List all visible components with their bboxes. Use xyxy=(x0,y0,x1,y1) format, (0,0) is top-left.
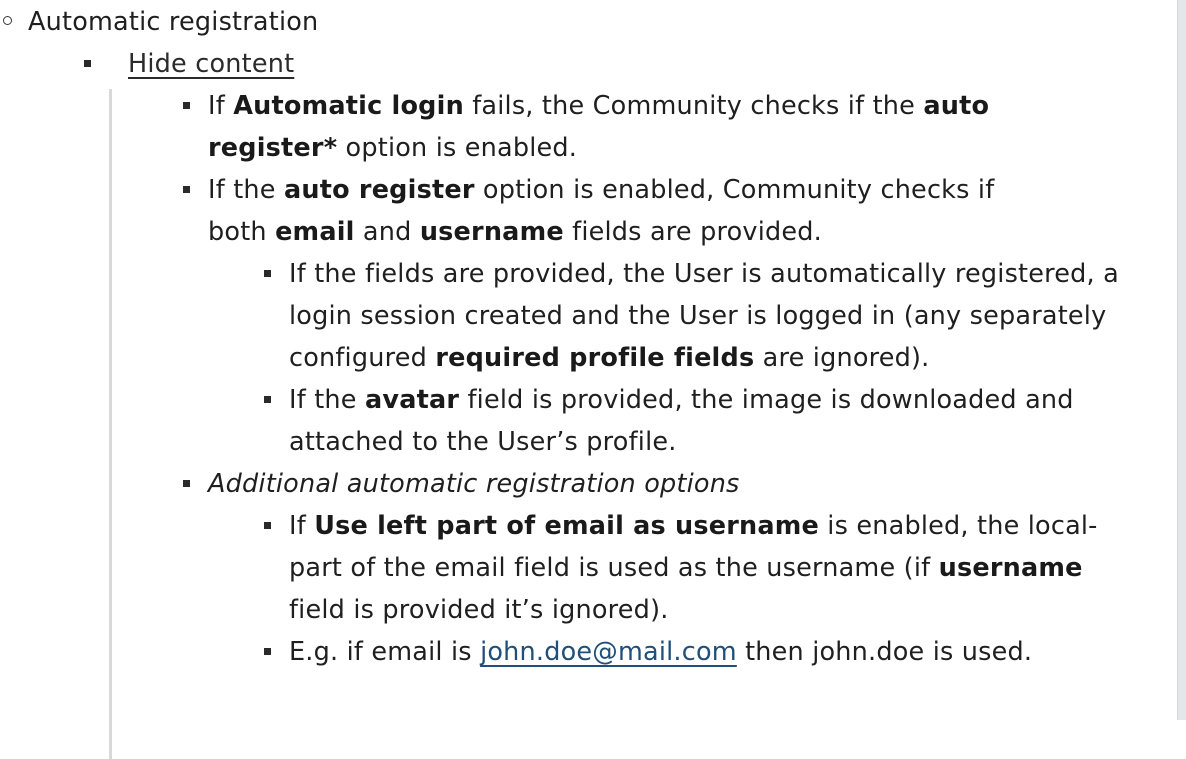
bold-text: auto register* xyxy=(208,91,990,163)
list-item-left-part-email xyxy=(208,505,1119,631)
list-item-additional-options xyxy=(128,463,1098,673)
list-item-automatic-registration xyxy=(0,1,1160,673)
bold-text: username xyxy=(938,553,1083,583)
text: option is enabled, Community checks if both xyxy=(208,175,995,247)
text: option is enabled. xyxy=(337,133,578,163)
text: field is provided it’s ignored). xyxy=(289,595,669,625)
circle-bullet-icon xyxy=(3,16,12,25)
sub-list xyxy=(208,505,1098,673)
text: and xyxy=(354,217,420,247)
square-bullet-icon xyxy=(264,396,271,403)
list-item-toggle xyxy=(28,43,1160,673)
bold-text: username xyxy=(419,217,564,247)
email-link[interactable]: john.doe@mail.com xyxy=(480,637,737,667)
square-bullet-icon xyxy=(264,522,271,529)
outer-list xyxy=(0,1,1160,673)
bold-text: Use left part of email as username xyxy=(314,511,819,541)
text: field is provided, the image is downloaded and attached to the User’s profile. xyxy=(289,385,1074,457)
text: is enabled, the local-part of the email field is used as the username (if xyxy=(289,511,1098,583)
square-bullet-icon xyxy=(84,60,91,67)
bold-text: Automatic login xyxy=(233,91,464,121)
scrollbar-track[interactable] xyxy=(1177,0,1186,720)
square-bullet-icon xyxy=(183,102,190,109)
bold-text: auto register xyxy=(283,175,475,205)
square-bullet-icon xyxy=(183,480,190,487)
hide-content-link[interactable]: Hide content xyxy=(128,49,295,79)
text: If xyxy=(208,91,234,121)
list-item-example xyxy=(208,631,1119,673)
text: E.g. if email is xyxy=(289,637,481,667)
sub-list xyxy=(208,253,1119,463)
text: If the xyxy=(208,175,284,205)
square-bullet-icon xyxy=(264,648,271,655)
list-item-fields-provided xyxy=(208,253,1119,379)
text: If the fields are provided, the User is automatically registered, a login session created and the User is logged in (any separately configured xyxy=(289,259,1119,373)
text: fields are provided. xyxy=(563,217,822,247)
bold-text: avatar xyxy=(364,385,460,415)
italic-heading: Additional automatic registration options xyxy=(208,469,740,499)
text: If the xyxy=(289,385,365,415)
square-bullet-icon xyxy=(183,186,190,193)
section-title: Automatic registration xyxy=(28,7,319,37)
list-item-automatic-login xyxy=(128,85,1028,169)
list-item-avatar xyxy=(208,379,1119,463)
text: then john.doe is used. xyxy=(736,637,1033,667)
content-list xyxy=(128,85,1160,673)
list-item-auto-register xyxy=(128,169,1119,463)
text: If xyxy=(289,511,315,541)
bold-text: email xyxy=(275,217,355,247)
text: fails, the Community checks if the xyxy=(463,91,924,121)
collapsible-section xyxy=(28,43,1160,673)
square-bullet-icon xyxy=(264,270,271,277)
toggle-list xyxy=(28,43,1160,673)
text: are ignored). xyxy=(754,343,930,373)
bold-text: required profile fields xyxy=(435,343,755,373)
